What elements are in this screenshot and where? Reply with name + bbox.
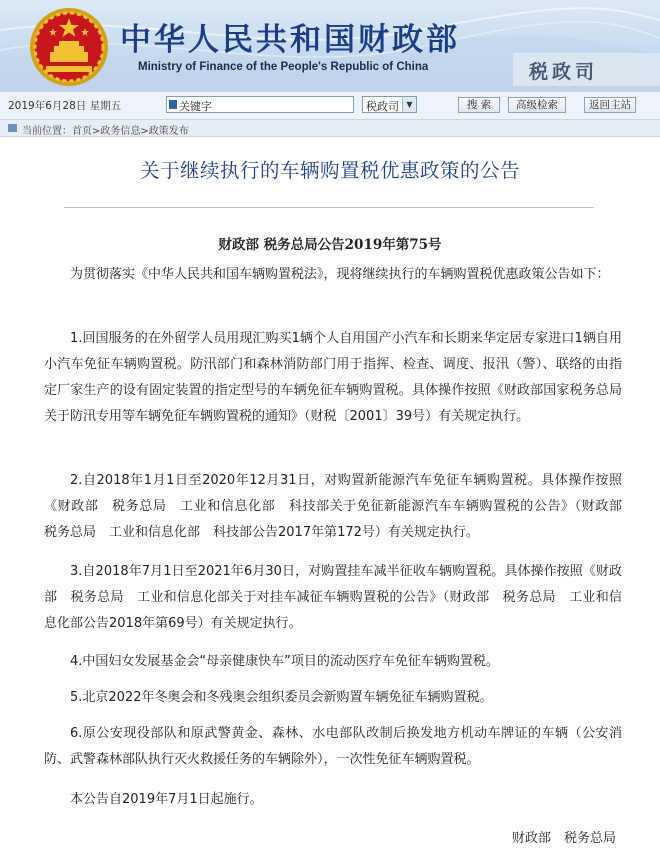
home-button[interactable]: 返回主站 (584, 97, 636, 113)
advanced-search-button[interactable]: 高级检索 (508, 97, 566, 113)
paragraph-item-3: 3.自2018年7月1日至2021年6月30日，对购置挂车减半征收车辆购置税。具体操作按照《财政部 税务总局 工业和信息化部关于对挂车减征车辆购置税的公告》（财政部 税务总局 工业和信息化部公告2018年第69号）有关规定执行。 (44, 564, 622, 631)
department-tag (513, 53, 660, 86)
site-title-en: Ministry of Finance of the People's Republic of China (138, 61, 429, 73)
department-label: 税政司 (529, 61, 599, 83)
breadcrumb-text (22, 122, 189, 137)
paragraph-item-2: 2.自2018年1月1日至2020年12月31日，对购置新能源汽车免征车辆购置税。具体操作按照《财政部 税务总局 工业和信息化部 科技部关于免征新能源汽车车辆购置税的公告》（财政部 税务总局 工业和信息化部 科技部公告2017年第172号）有关规定执行。 (44, 473, 636, 540)
search-button[interactable]: 搜 索 (458, 97, 500, 113)
paragraph-item-5: 5.北京2022年冬奥会和冬残奥会组织委员会新购置车辆免征车辆购置税。 (70, 690, 493, 705)
breadcrumb-item-policy[interactable]: 政策发布 (148, 126, 189, 137)
signature: 财政部 税务总局 (512, 831, 617, 846)
title-divider (64, 207, 594, 208)
breadcrumb-item-info[interactable]: 政务信息 (100, 126, 141, 137)
breadcrumb-label: 当前位置： (22, 126, 72, 137)
scope-select-value: 税政司 (366, 100, 399, 113)
scope-select[interactable] (362, 96, 417, 113)
article-title: 关于继续执行的车辆购置税优惠政策的公告 (139, 159, 520, 182)
breadcrumb (0, 120, 660, 137)
document-number: 财政部 税务总局公告2019年第75号 (218, 237, 442, 253)
current-date: 2019年6月28日 星期五 (8, 100, 122, 112)
breadcrumb-item-home[interactable]: 首页 (72, 126, 92, 137)
site-title-cn: 中华人民共和国财政部 (120, 22, 460, 58)
search-input-value: 关键字 (179, 100, 212, 113)
paragraph-intro: 为贯彻落实《中华人民共和国车辆购置税法》，现将继续执行的车辆购置税优惠政策公告如下： (70, 267, 610, 282)
paragraph-item-1: 1.回国服务的在外留学人员用现汇购买1辆个人自用国产小汽车和长期来华定居专家进口1辆自用小汽车免征车辆购置税。防汛部门和森林消防部门用于指挥、检查、调度、报汛（警）、联络的由指定厂家生产的设有固定装置的指定型号的车辆免征车辆购置税。具体操作按照《财政部国家税务总局关于防汛专用等车辆免征车辆购置税的通知》（财税〔2001〕39号）有关规定执行。 (44, 331, 622, 424)
site-banner (0, 0, 660, 92)
search-input[interactable] (166, 96, 354, 113)
national-emblem-icon (28, 6, 110, 88)
paragraph-item-6: 6.原公安现役部队和原武警黄金、森林、水电部队改制后换发地方机动车牌证的车辆（公安消防、武警森林部队执行灭火救援任务的车辆除外），一次性免征车辆购置税。 (44, 726, 622, 767)
breadcrumb-separator: > (92, 126, 101, 137)
location-icon (8, 124, 17, 132)
breadcrumb-separator: > (140, 126, 149, 137)
paragraph-effective-date: 本公告自2019年7月1日起施行。 (70, 792, 263, 807)
paragraph-item-4: 4.中国妇女发展基金会“母亲健康快车”项目的流动医疗车免征车辆购置税。 (70, 654, 499, 669)
search-icon (169, 100, 177, 109)
search-toolbar (0, 92, 660, 120)
dropdown-arrow-icon: ▼ (402, 97, 416, 112)
